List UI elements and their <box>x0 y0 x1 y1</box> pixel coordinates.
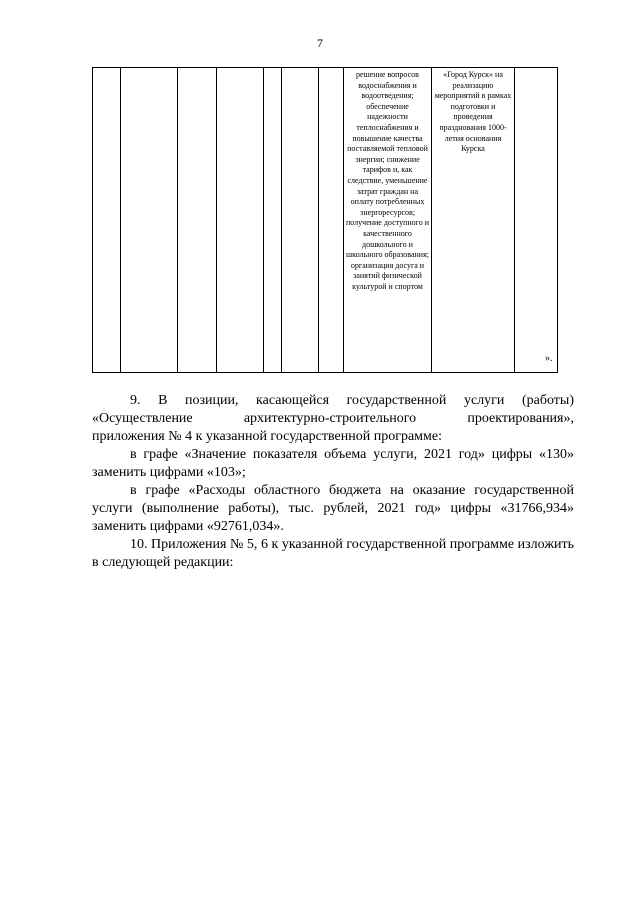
paragraph-9-heading: 9. В позиции, касающейся государственной услуги (работы) <box>130 393 574 408</box>
page-number: 7 <box>317 36 323 50</box>
table-cell-3 <box>178 68 217 373</box>
paragraph-9-item-b: в графе «Расходы областного бюджета на оказание государственной услуги (выполнение работы), тыс. рублей, 2021 год» цифры «31766,934» заменить цифрами «92761,034». <box>92 483 574 534</box>
table-row <box>93 68 558 373</box>
paragraph-9-reference: приложения № 4 к указанной государственной программе: <box>92 429 442 444</box>
table-cell-results: решение вопросов водоснабжения и водоотведения; обеспечение надежности теплоснабжения и повышение качества поставляемой тепловой энергии; снижение тарифов и, как следствие, уменьшение затрат граждан на оплату потребленных энергоресурсов; получение доступного и качественного дошкольного и школьного образования; организация досуга и занятий физической культурой и спортом <box>344 68 432 373</box>
table-cell-4 <box>217 68 264 373</box>
continued-table <box>92 67 558 373</box>
table-cell-2 <box>121 68 178 373</box>
amendment-text <box>92 392 574 572</box>
paragraph-10: 10. Приложения № 5, 6 к указанной государственной программе изложить в следующей редакции: <box>92 537 574 570</box>
table-cell-6 <box>282 68 319 373</box>
closing-quote-mark: ». <box>545 353 553 364</box>
table-cell-1 <box>93 68 121 373</box>
paragraph-9-item-a: в графе «Значение показателя объема услуги, 2021 год» цифры «130» заменить цифрами «103»; <box>92 447 574 480</box>
table-cell-funding: «Город Курск» на реализацию мероприятий в рамках подготовки и проведения празднования 1000-летия основания Курска <box>432 68 515 373</box>
paragraph-9-service: «Осуществление архитектурно-строительного проектирования», <box>92 411 574 426</box>
table-cell-10 <box>515 68 558 373</box>
table-cell-5 <box>264 68 282 373</box>
table-cell-7 <box>319 68 344 373</box>
